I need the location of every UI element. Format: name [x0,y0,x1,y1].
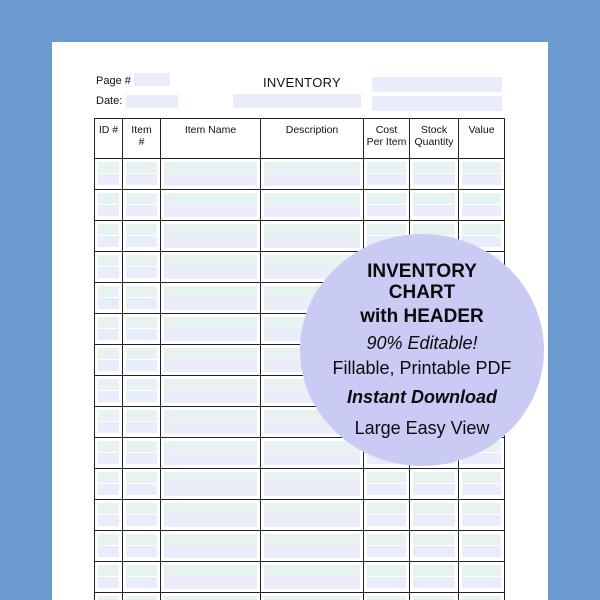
id-field-top[interactable] [98,379,119,390]
value-field-top[interactable] [462,534,501,545]
item-number-field-bottom[interactable] [126,267,157,278]
cell-description [261,190,364,221]
cell-id [95,500,123,531]
cell-item-name [161,376,261,407]
column-header-id [95,119,123,159]
column-header-description [261,119,364,159]
cell-cost [364,469,410,500]
id-field-bottom[interactable] [98,267,119,278]
badge-line-7: Large Easy View [354,418,490,438]
badge-line-1: INVENTORY [367,261,477,282]
stock-field-top[interactable] [413,503,455,514]
column-header-item-number [123,119,161,159]
table-row [95,190,505,221]
cell-value [459,531,505,562]
id-field-bottom[interactable] [98,546,119,557]
date-field[interactable] [126,95,178,108]
description-field[interactable] [264,162,360,186]
cost-field-top[interactable] [367,534,406,545]
cell-item-number [123,283,161,314]
stock-field-top[interactable] [413,534,455,545]
item-number-field-bottom[interactable] [126,360,157,371]
id-field-top[interactable] [98,162,119,173]
cell-value [459,500,505,531]
cost-field-top[interactable] [367,472,406,483]
cell-id [95,407,123,438]
column-header-description-label: Description [285,124,339,136]
id-field-top[interactable] [98,534,119,545]
id-field-bottom[interactable] [98,329,119,340]
stock-field-bottom[interactable] [413,484,455,495]
value-field-top[interactable] [462,565,501,576]
item-number-field-bottom[interactable] [126,391,157,402]
cell-description [261,469,364,500]
page-title: INVENTORY [262,75,342,90]
cell-stock [410,469,459,500]
id-field-bottom[interactable] [98,205,119,216]
stock-field-bottom[interactable] [413,174,455,185]
id-field-top[interactable] [98,472,119,483]
cell-item-name [161,469,261,500]
stock-field-bottom[interactable] [413,205,455,216]
item-number-field-top[interactable] [126,286,157,297]
id-field-bottom[interactable] [98,422,119,433]
cell-item-name [161,221,261,252]
cell-item-number [123,531,161,562]
badge-line-6: Instant Download [347,387,497,407]
id-field-bottom[interactable] [98,360,119,371]
promo-badge [300,234,544,466]
cell-stock [410,562,459,593]
value-field-top[interactable] [462,224,501,235]
cell-item-name [161,345,261,376]
stock-field-bottom[interactable] [413,515,455,526]
cost-field-bottom[interactable] [367,484,406,495]
cell-item-name [161,159,261,190]
id-field-bottom[interactable] [98,577,119,588]
value-field-top[interactable] [462,596,501,600]
badge-line-5: Fillable, Printable PDF [332,358,512,378]
cell-cost [364,159,410,190]
value-field-top[interactable] [462,193,501,204]
cell-value [459,469,505,500]
cell-description [261,221,364,252]
badge-line-4: 90% Editable! [366,333,478,353]
item-name-field[interactable] [164,255,257,279]
value-field-bottom[interactable] [462,546,501,557]
header-field-right-bottom[interactable] [372,96,502,111]
cell-item-number [123,345,161,376]
item-number-field-bottom[interactable] [126,577,157,588]
cell-item-name [161,562,261,593]
column-header-stock [410,119,459,159]
item-number-field-top[interactable] [126,534,157,545]
cell-id [95,283,123,314]
id-field-top[interactable] [98,255,119,266]
cell-description [261,531,364,562]
cell-item-name [161,531,261,562]
id-field-top[interactable] [98,348,119,359]
item-name-field[interactable] [164,565,257,589]
cell-item-name [161,314,261,345]
item-number-field-top[interactable] [126,503,157,514]
cost-field-bottom[interactable] [367,515,406,526]
item-number-field-bottom[interactable] [126,329,157,340]
value-field-bottom[interactable] [462,174,501,185]
item-number-field-top[interactable] [126,224,157,235]
id-field-top[interactable] [98,224,119,235]
cell-description [261,593,364,600]
column-header-value-label: Value [468,124,495,136]
cell-cost [364,593,410,600]
cell-stock [410,159,459,190]
item-number-field-bottom[interactable] [126,546,157,557]
description-field[interactable] [264,441,360,465]
stock-field-bottom[interactable] [413,577,455,588]
description-field[interactable] [264,565,360,589]
cell-item-number [123,376,161,407]
cost-field-top[interactable] [367,193,406,204]
cost-field-top[interactable] [367,596,406,600]
id-field-top[interactable] [98,410,119,421]
item-name-field[interactable] [164,441,257,465]
cell-stock [410,500,459,531]
item-number-field-bottom[interactable] [126,205,157,216]
column-header-item-name-label: Item Name [184,124,237,136]
cell-item-name [161,593,261,600]
stock-field-top[interactable] [413,193,455,204]
id-field-top[interactable] [98,286,119,297]
description-field[interactable] [264,472,360,496]
stock-field-top[interactable] [413,596,455,600]
id-field-top[interactable] [98,441,119,452]
cell-id [95,314,123,345]
cell-item-name [161,407,261,438]
table-row [95,593,505,600]
cell-description [261,159,364,190]
column-header-item-number-label: Item # [131,124,152,148]
item-name-field[interactable] [164,224,257,248]
column-header-cost-label: Cost Per Item [366,124,407,148]
cost-field-bottom[interactable] [367,546,406,557]
table-row [95,469,505,500]
item-number-field-top[interactable] [126,317,157,328]
page-number-label: Page # [96,75,131,87]
stock-field-top[interactable] [413,565,455,576]
cell-item-number [123,407,161,438]
cell-item-number [123,314,161,345]
item-name-field[interactable] [164,534,257,558]
cost-field-top[interactable] [367,565,406,576]
description-field[interactable] [264,224,360,248]
cell-id [95,190,123,221]
value-field-bottom[interactable] [462,205,501,216]
stock-field-top[interactable] [413,162,455,173]
item-number-field-top[interactable] [126,441,157,452]
page-number-field[interactable] [134,73,170,86]
id-field-bottom[interactable] [98,484,119,495]
cell-item-number [123,190,161,221]
table-row [95,500,505,531]
cell-item-number [123,438,161,469]
item-number-field-bottom[interactable] [126,422,157,433]
badge-line-2: CHART [388,282,456,303]
table-row [95,562,505,593]
item-number-field-top[interactable] [126,596,157,600]
badge-line-3: with HEADER [360,306,484,327]
item-number-field-top[interactable] [126,348,157,359]
cost-field-top[interactable] [367,224,406,235]
item-number-field-top[interactable] [126,193,157,204]
cell-id [95,159,123,190]
cost-field-top[interactable] [367,503,406,514]
cell-item-number [123,500,161,531]
cell-item-name [161,283,261,314]
item-number-field-top[interactable] [126,379,157,390]
cell-description [261,500,364,531]
id-field-top[interactable] [98,565,119,576]
item-name-field[interactable] [164,379,257,403]
table-header-row [95,119,505,159]
cell-id [95,345,123,376]
cell-value [459,593,505,600]
value-field-bottom[interactable] [462,515,501,526]
description-field[interactable] [264,193,360,217]
cell-id [95,221,123,252]
cost-field-bottom[interactable] [367,205,406,216]
cell-item-name [161,190,261,221]
cell-item-number [123,221,161,252]
date-label: Date: [96,95,123,107]
header-field-center[interactable] [233,94,361,108]
header-field-right-top[interactable] [372,77,502,92]
value-field-bottom[interactable] [462,577,501,588]
item-number-field-bottom[interactable] [126,236,157,247]
value-field-top[interactable] [462,472,501,483]
column-header-value [459,119,505,159]
item-name-field[interactable] [164,317,257,341]
id-field-top[interactable] [98,503,119,514]
cell-item-number [123,159,161,190]
item-number-field-bottom[interactable] [126,453,157,464]
column-header-cost [364,119,410,159]
id-field-bottom[interactable] [98,453,119,464]
table-row [95,159,505,190]
cell-cost [364,190,410,221]
id-field-top[interactable] [98,317,119,328]
cell-id [95,469,123,500]
id-field-top[interactable] [98,596,119,600]
cell-stock [410,190,459,221]
id-field-bottom[interactable] [98,298,119,309]
stock-field-bottom[interactable] [413,546,455,557]
cost-field-bottom[interactable] [367,577,406,588]
item-number-field-top[interactable] [126,162,157,173]
cell-description [261,562,364,593]
value-field-top[interactable] [462,503,501,514]
cell-value [459,562,505,593]
cell-cost [364,531,410,562]
cell-item-number [123,562,161,593]
item-name-field[interactable] [164,596,257,600]
cell-id [95,376,123,407]
cell-value [459,159,505,190]
cell-item-name [161,500,261,531]
cell-item-name [161,438,261,469]
id-field-bottom[interactable] [98,515,119,526]
item-name-field[interactable] [164,503,257,527]
cell-item-name [161,252,261,283]
table-row [95,531,505,562]
cell-id [95,531,123,562]
item-number-field-top[interactable] [126,410,157,421]
item-name-field[interactable] [164,472,257,496]
cell-id [95,593,123,600]
item-number-field-bottom[interactable] [126,484,157,495]
item-number-field-top[interactable] [126,472,157,483]
cell-id [95,562,123,593]
cell-value [459,190,505,221]
item-name-field[interactable] [164,162,257,186]
item-number-field-bottom[interactable] [126,174,157,185]
cell-item-number [123,469,161,500]
value-field-top[interactable] [462,162,501,173]
description-field[interactable] [264,596,360,600]
description-field[interactable] [264,503,360,527]
item-name-field[interactable] [164,410,257,434]
cell-id [95,252,123,283]
cell-cost [364,562,410,593]
cell-cost [364,500,410,531]
description-field[interactable] [264,534,360,558]
column-header-stock-label: Stock Quantity [414,124,454,148]
id-field-bottom[interactable] [98,174,119,185]
column-header-id-label: ID # [98,124,119,136]
item-number-field-bottom[interactable] [126,515,157,526]
stock-field-top[interactable] [413,472,455,483]
cell-item-number [123,593,161,600]
cost-field-bottom[interactable] [367,174,406,185]
column-header-item-name [161,119,261,159]
cell-item-number [123,252,161,283]
value-field-bottom[interactable] [462,484,501,495]
item-name-field[interactable] [164,286,257,310]
item-number-field-bottom[interactable] [126,298,157,309]
id-field-top[interactable] [98,193,119,204]
cell-id [95,438,123,469]
item-name-field[interactable] [164,348,257,372]
item-number-field-top[interactable] [126,255,157,266]
id-field-bottom[interactable] [98,236,119,247]
item-name-field[interactable] [164,193,257,217]
cell-stock [410,531,459,562]
cost-field-top[interactable] [367,162,406,173]
cell-stock [410,593,459,600]
item-number-field-top[interactable] [126,565,157,576]
id-field-bottom[interactable] [98,391,119,402]
